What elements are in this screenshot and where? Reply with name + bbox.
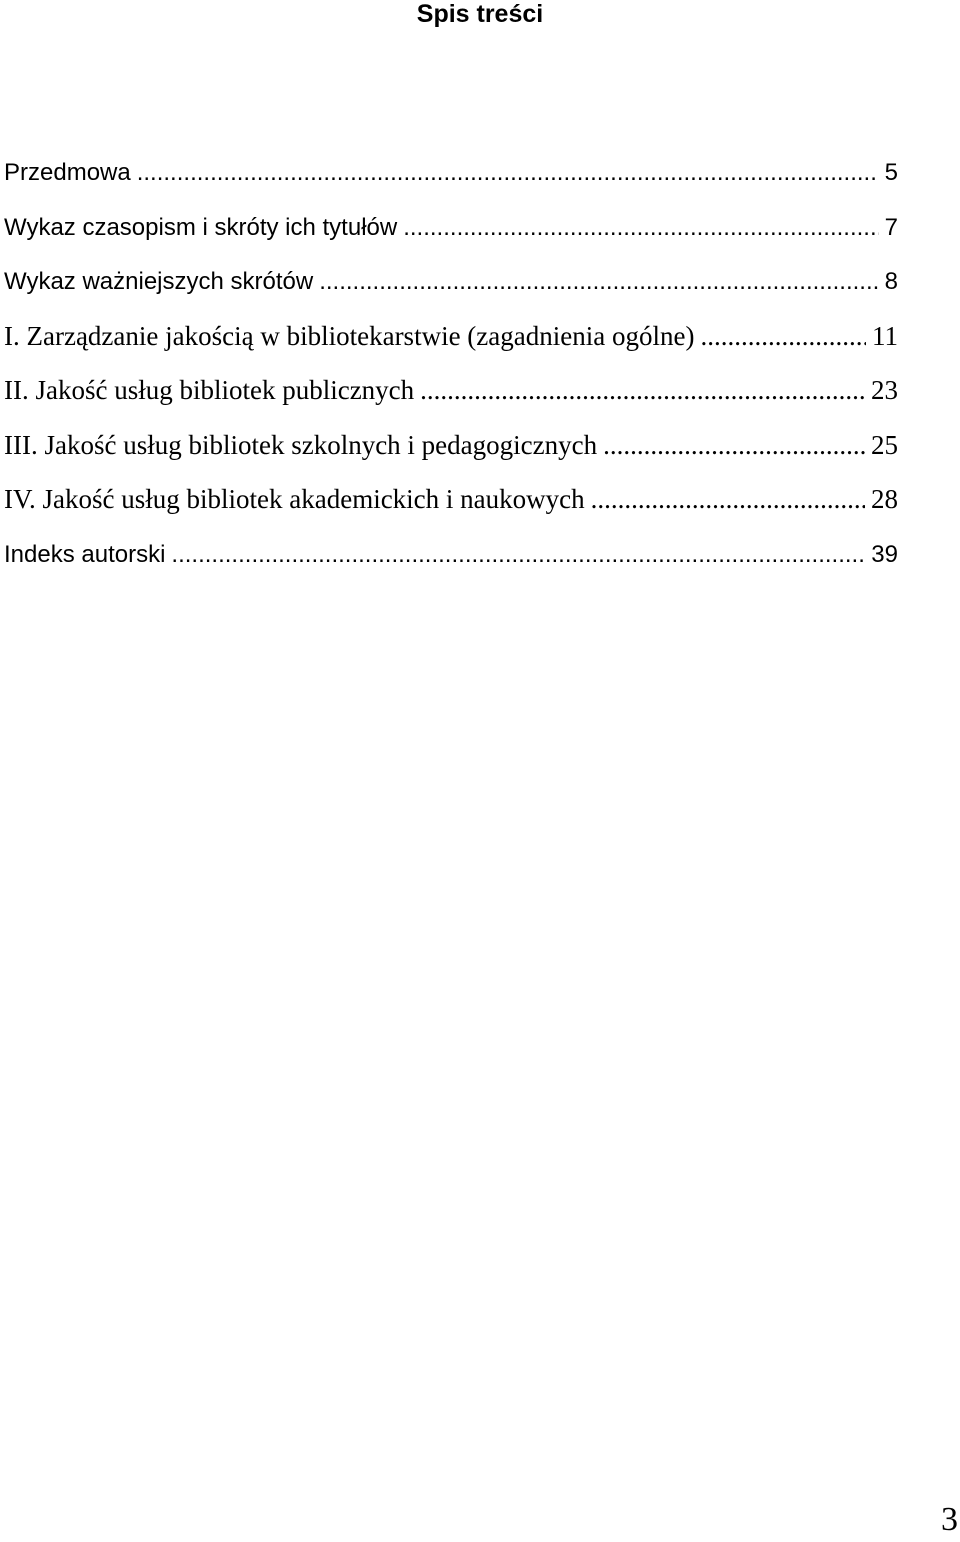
table-of-contents xyxy=(4,150,898,586)
toc-leader-dots xyxy=(171,532,865,577)
toc-entry-page: 25 xyxy=(871,429,898,460)
toc-entry-wykaz-czasopism xyxy=(4,205,898,260)
toc-leader-dots xyxy=(591,477,865,522)
toc-entry-chapter-3 xyxy=(4,423,898,478)
toc-entry-label: Indeks autorski xyxy=(4,540,166,568)
toc-entry-label: I. Zarządzanie jakością w bibliotekarstwie (zagadnienia ogólne) xyxy=(4,320,695,351)
toc-entry-label: Wykaz ważniejszych skrótów xyxy=(4,268,314,295)
toc-entry-label: IV. Jakość usług bibliotek akademickich i naukowych xyxy=(4,484,585,514)
toc-entry-page: 5 xyxy=(884,159,898,186)
page-title: Spis treści xyxy=(416,0,544,28)
toc-entry-chapter-1 xyxy=(4,314,898,369)
toc-entry-page: 23 xyxy=(871,375,898,405)
toc-leader-dots xyxy=(420,368,865,413)
toc-entry-page: 8 xyxy=(884,268,898,295)
toc-entry-page: 7 xyxy=(884,213,898,241)
toc-entry-label: III. Jakość usług bibliotek szkolnych i pedagogicznych xyxy=(4,429,598,460)
toc-leader-dots xyxy=(403,205,878,250)
toc-entry-chapter-4 xyxy=(4,477,898,532)
toc-entry-indeks-autorski xyxy=(4,532,898,587)
toc-entry-page: 28 xyxy=(871,484,898,514)
toc-leader-dots xyxy=(319,259,878,304)
toc-entry-label: II. Jakość usług bibliotek publicznych xyxy=(4,375,415,405)
toc-entry-przedmowa xyxy=(4,150,898,205)
toc-leader-dots xyxy=(603,423,865,468)
toc-entry-chapter-2 xyxy=(4,368,898,423)
page-number: 3 xyxy=(941,1501,958,1538)
toc-entry-page: 11 xyxy=(872,320,898,351)
toc-entry-label: Wykaz czasopism i skróty ich tytułów xyxy=(4,213,398,241)
toc-leader-dots xyxy=(137,150,879,195)
toc-entry-page: 39 xyxy=(871,540,898,568)
toc-entry-wykaz-skrotow xyxy=(4,259,898,314)
toc-entry-label: Przedmowa xyxy=(4,159,131,186)
toc-leader-dots xyxy=(700,314,866,359)
